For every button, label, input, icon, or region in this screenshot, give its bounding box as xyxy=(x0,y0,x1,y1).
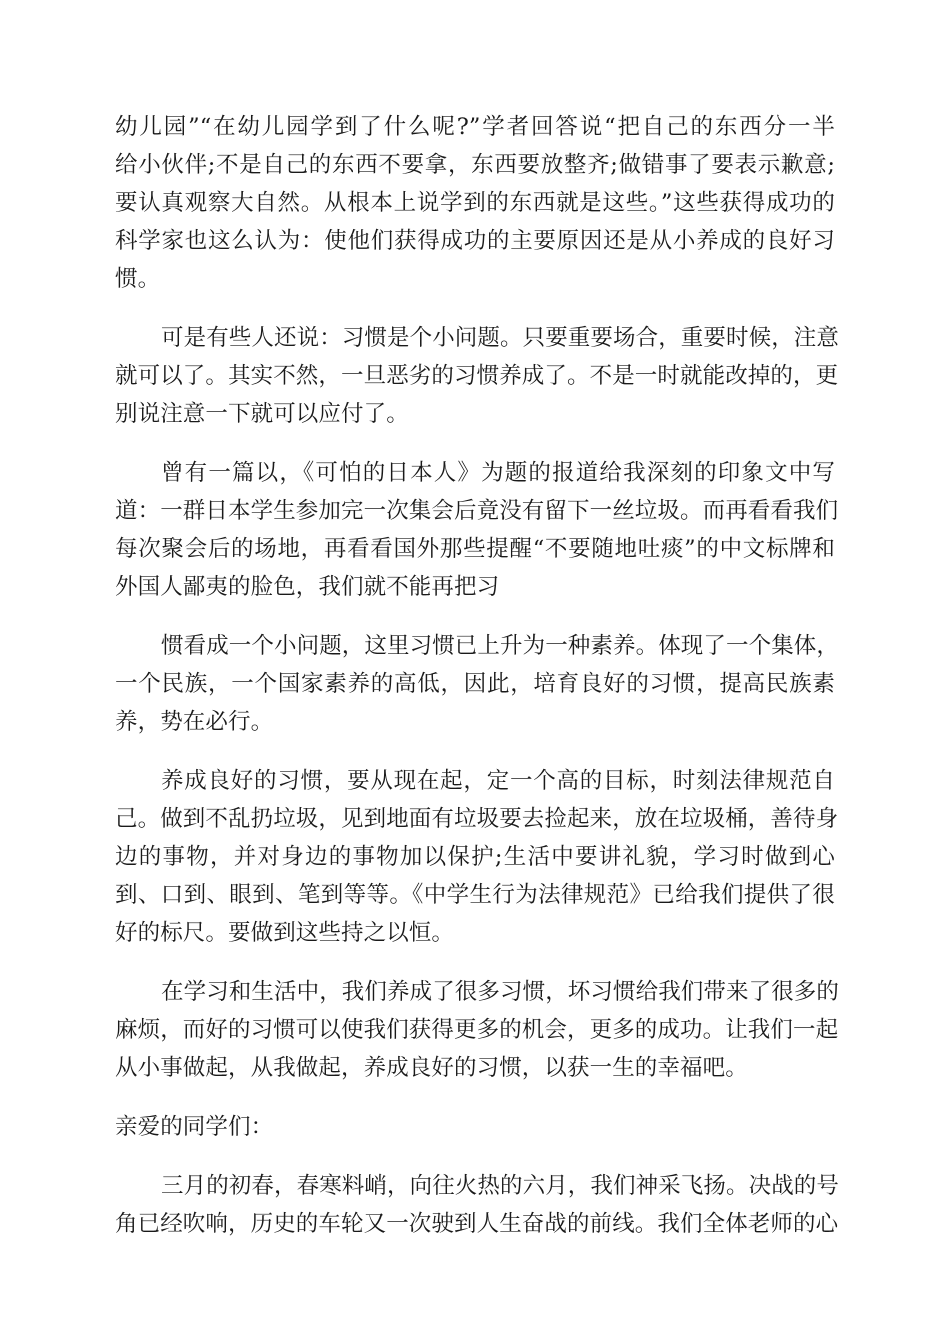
text-line: 角已经吹响，历史的车轮又一次驶到人生奋战的前线。我们全体老师的心 xyxy=(115,1211,839,1237)
text-line: 一个民族，一个国家素养的高低，因此，培育良好的习惯，提高民族素 xyxy=(115,671,835,697)
text-line: 道：一群日本学生参加完一次集会后竟没有留下一丝垃圾。而再看看我们 xyxy=(115,498,839,524)
document-page xyxy=(115,108,840,1264)
text-line: 亲爱的同学们： xyxy=(115,1114,274,1140)
text-line: 惯看成一个小问题，这里习惯已上升为一种素养。体现了一个集体， xyxy=(161,633,840,659)
text-line: 别说注意一下就可以应付了。 xyxy=(115,401,409,427)
text-line: 就可以了。其实不然，一旦恶劣的习惯养成了。不是一时就能改掉的，更 xyxy=(115,363,839,389)
text-line: 科学家也这么认为：使他们获得成功的主要原因还是从小养成的良好习 xyxy=(115,228,835,254)
paragraph xyxy=(115,454,839,606)
text-line: 每次聚会后的场地，再看看国外那些提醒“不要随地吐痰”的中文标牌和 xyxy=(115,536,835,562)
paragraph xyxy=(115,627,840,741)
text-line: 曾有一篇以，《可怕的日本人》为题的报道给我深刻的印象文中写 xyxy=(161,460,835,486)
text-line: 外国人鄙夷的脸色，我们就不能再把习 xyxy=(115,574,500,600)
text-line: 在学习和生活中，我们养成了很多习惯，坏习惯给我们带来了很多的 xyxy=(161,979,840,1005)
paragraph xyxy=(115,762,839,952)
paragraph xyxy=(115,319,840,433)
text-line: 养成良好的习惯，要从现在起，定一个高的目标，时刻法律规范自 xyxy=(161,768,835,794)
paragraph xyxy=(115,108,835,298)
text-line: 好的标尺。要做到这些持之以恒。 xyxy=(115,920,455,946)
text-line: 麻烦，而好的习惯可以使我们获得更多的机会，更多的成功。让我们一起 xyxy=(115,1017,839,1043)
text-line: 到、口到、眼到、笔到等等。《中学生行为法律规范》已给我们提供了很 xyxy=(115,882,835,908)
text-line: 惯。 xyxy=(115,266,161,292)
text-line: 边的事物，并对身边的事物加以保护;生活中要讲礼貌，学习时做到心 xyxy=(115,844,835,870)
text-line: 从小事做起，从我做起，养成良好的习惯，以获一生的幸福吧。 xyxy=(115,1055,748,1081)
text-line: 可是有些人还说：习惯是个小问题。只要重要场合，重要时候，注意 xyxy=(161,325,840,351)
text-line: 养，势在必行。 xyxy=(115,709,274,735)
paragraph xyxy=(115,973,840,1087)
text-line: 要认真观察大自然。从根本上说学到的东西就是这些。”这些获得成功的 xyxy=(115,190,835,216)
text-line: 给小伙伴;不是自己的东西不要拿，东西要放整齐;做错事了要表示歉意; xyxy=(115,152,835,178)
paragraph xyxy=(115,1108,835,1146)
text-line: 幼儿园”“在幼儿园学到了什么呢?”学者回答说“把自己的东西分一半 xyxy=(115,114,835,140)
text-line: 己。做到不乱扔垃圾，见到地面有垃圾要去捡起来，放在垃圾桶，善待身 xyxy=(115,806,839,832)
paragraph xyxy=(115,1167,840,1243)
text-line: 三月的初春，春寒料峭，向往火热的六月，我们神采飞扬。决战的号 xyxy=(161,1173,840,1199)
